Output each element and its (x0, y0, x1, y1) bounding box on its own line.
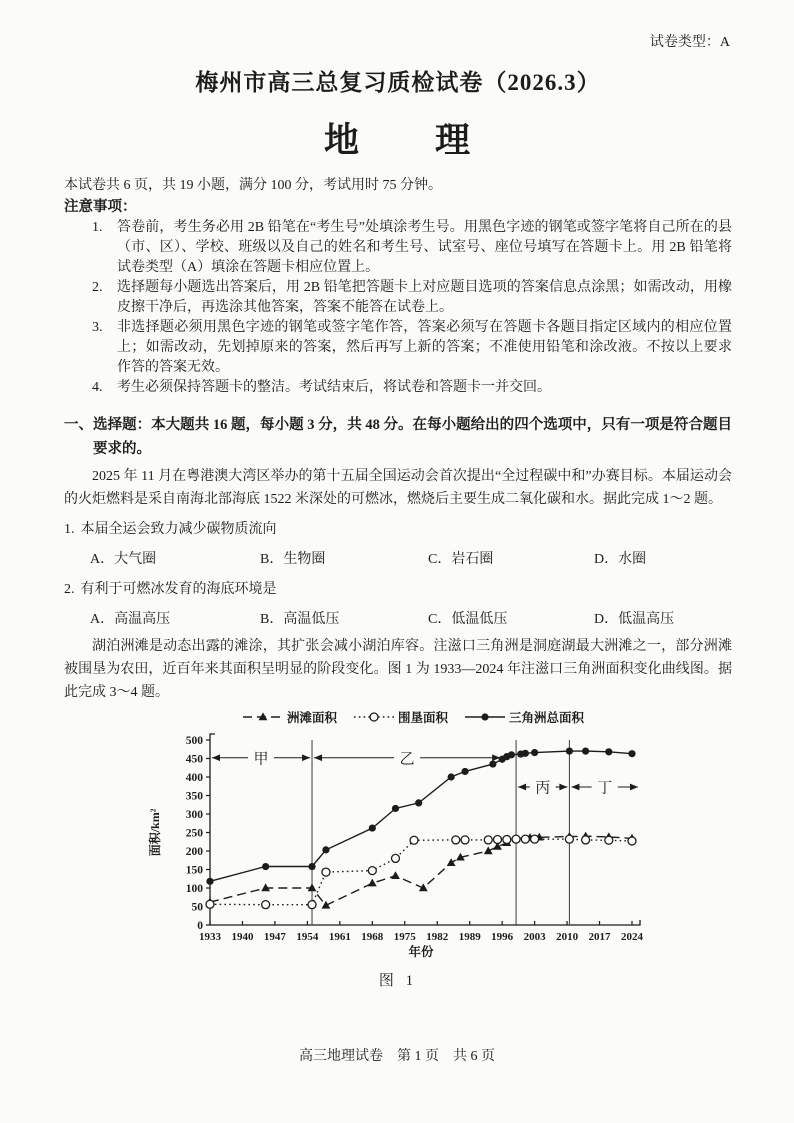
notes-heading: 注意事项： (64, 199, 137, 215)
svg-text:1968: 1968 (360, 931, 383, 943)
question-1-options (64, 548, 732, 571)
note-number: 3. (92, 320, 103, 335)
note-item (64, 218, 732, 278)
series-围垦面积 (206, 835, 636, 908)
legend-item (353, 708, 448, 726)
svg-text:1961: 1961 (328, 931, 351, 943)
note-text: 选择题每小题选出答案后，用 2B 铅笔把答题卡上对应题目选项的答案信息点涂黑；如需改动，用橡皮擦干净后，再选涂其他答案，答案不能答在试卷上。 (117, 280, 732, 315)
note-text: 考生必须保持答题卡的整洁。考试结束后，将试卷和答题卡一并交回。 (117, 380, 551, 395)
figure-1 (64, 708, 732, 990)
passage-1: 2025 年 11 月在粤港澳大湾区举办的第十五届全国运动会首次提出“全过程碳中和”办赛目标。本届运动会的火炬燃料是采自南海北部海底 1522 米深处的可燃冰，燃烧后主要生成二氧化碳和水。据此完成 1～2 题。 (64, 469, 732, 507)
area-change-chart (146, 728, 651, 964)
question-stem: 本届全运会致力减少碳物质流向 (80, 522, 277, 537)
note-text: 非选择题必须用黑色字迹的钢笔或签字笔作答，答案必须写在答题卡各题目指定区域内的相应位置上；如需改动，先划掉原来的答案，然后再写上新的答案；不准使用铅笔和涂改液。不按以上要求作答的答案无效。 (117, 320, 732, 375)
note-item (64, 378, 732, 398)
legend-label: 洲滩面积 (286, 711, 337, 725)
note-number: 4. (92, 380, 103, 395)
svg-text:2003: 2003 (523, 931, 546, 943)
svg-text:1996: 1996 (490, 931, 513, 943)
svg-text:1940: 1940 (230, 931, 253, 943)
svg-text:250: 250 (185, 827, 203, 840)
triangle-filled-legend-glyph (242, 711, 284, 723)
svg-text:年份: 年份 (407, 945, 434, 959)
svg-text:50: 50 (191, 901, 203, 914)
svg-text:乙: 乙 (399, 751, 415, 768)
option-b: B．高温低压 (260, 612, 340, 627)
svg-text:400: 400 (185, 772, 203, 784)
svg-text:2017: 2017 (588, 931, 611, 943)
note-item (64, 278, 732, 318)
passage-2: 湖泊洲滩是动态出露的滩涂，其扩张会减小湖泊库容。注滋口三角洲是洞庭湖最大洲滩之一，部分洲滩被围垦为农田，近百年来其面积呈明显的阶段变化。图 1 为 1933—2024 年注滋口三角洲面积变化曲线图。据此完成 3～4 题。 (64, 639, 732, 700)
legend-item (464, 708, 584, 726)
svg-text:丙: 丙 (534, 780, 550, 797)
exam-title: 梅州市高三总复习质检试卷（2026.3） (195, 70, 601, 95)
question-2 (64, 578, 732, 601)
paper-type-label: 试卷类型：A (649, 35, 730, 50)
svg-text:1975: 1975 (393, 931, 416, 943)
note-number: 2. (92, 280, 103, 295)
svg-text:甲: 甲 (253, 751, 269, 768)
option-b: B．生物圈 (260, 552, 326, 567)
svg-text:500: 500 (185, 735, 203, 747)
question-1 (64, 518, 732, 541)
note-number: 1. (92, 220, 103, 235)
svg-text:350: 350 (185, 790, 203, 803)
svg-text:面积/km²: 面积/km² (147, 808, 162, 857)
svg-text:1954: 1954 (295, 931, 318, 943)
figure-caption: 图 1 (378, 973, 418, 989)
legend-item (242, 708, 337, 726)
option-a: A．大气圈 (90, 552, 157, 567)
svg-text:2010: 2010 (555, 931, 578, 943)
svg-text:2024: 2024 (620, 931, 643, 943)
page-footer: 高三地理试卷 第 1 页 共 6 页 (299, 1049, 495, 1064)
question-number: 2. (64, 582, 75, 597)
svg-text:100: 100 (185, 883, 203, 895)
note-item (64, 318, 732, 378)
option-d: D．水圈 (594, 552, 647, 567)
section-one-heading: 一、选择题：本大题共 16 题，每小题 3 分，共 48 分。在每小题给出的四个选项中，只有一项是符合题目要求的。 (64, 417, 732, 457)
svg-text:150: 150 (185, 864, 203, 877)
option-c: C．低温低压 (428, 612, 508, 627)
svg-text:200: 200 (185, 846, 203, 858)
question-2-options (64, 608, 732, 631)
legend-label: 三角洲总面积 (509, 711, 585, 725)
chart-wrap (64, 728, 732, 969)
svg-text:1933: 1933 (198, 931, 221, 943)
svg-text:1947: 1947 (263, 931, 286, 943)
svg-text:丁: 丁 (596, 780, 612, 797)
svg-text:450: 450 (185, 753, 203, 766)
option-d: D．低温高压 (594, 612, 675, 627)
notes-list (64, 218, 732, 398)
svg-text:1989: 1989 (458, 931, 481, 943)
series-三角洲总面积 (206, 748, 635, 885)
chart-legend (94, 708, 732, 726)
svg-text:1982: 1982 (425, 931, 448, 943)
svg-text:0: 0 (196, 920, 203, 932)
note-text: 答卷前，考生务必用 2B 铅笔在“考生号”处填涂考生号。用黑色字迹的钢笔或签字笔将自己所在的县（市、区）、学校、班级以及自己的姓名和考生号、试室号、座位号填写在答题卡上。用 2B 铅笔将试卷类型（A）填涂在答题卡相应位置上。 (117, 220, 732, 275)
circle-open-legend-glyph (353, 711, 395, 723)
svg-text:300: 300 (185, 809, 203, 821)
legend-label: 围垦面积 (397, 711, 448, 725)
exam-info: 本试卷共 6 页，共 19 小题，满分 100 分，考试用时 75 分钟。 (64, 178, 442, 193)
option-c: C．岩石圈 (428, 552, 494, 567)
question-number: 1. (64, 522, 75, 537)
subject-title: 地 理 (323, 121, 472, 160)
circle-filled-legend-glyph (464, 711, 506, 723)
option-a: A．高温高压 (90, 612, 171, 627)
question-stem: 有利于可燃冰发育的海底环境是 (80, 582, 277, 597)
